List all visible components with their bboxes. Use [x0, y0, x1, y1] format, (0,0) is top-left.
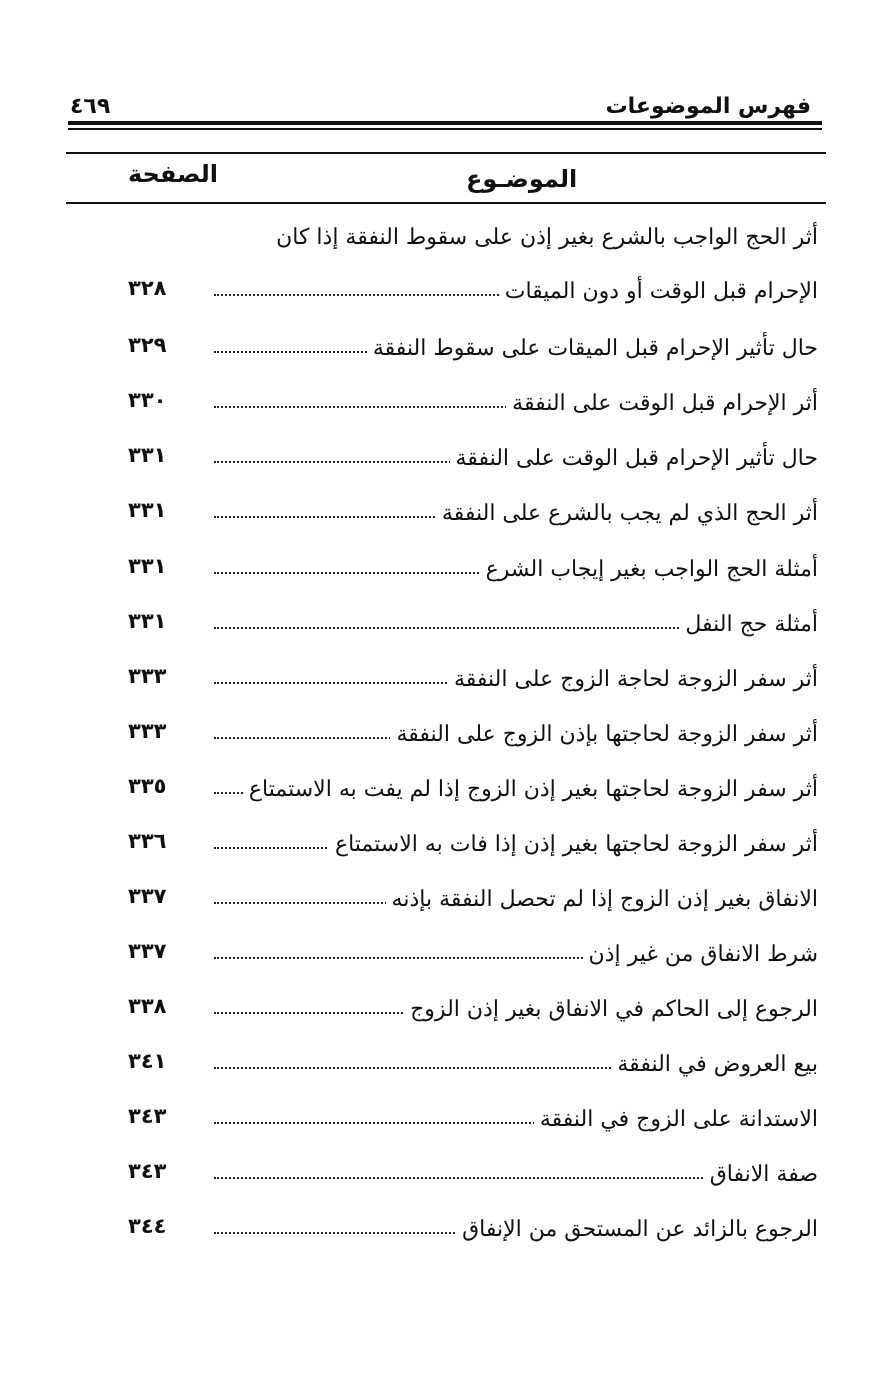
- toc-entry: [128, 1096, 818, 1136]
- toc-entry-title: الإحرام قبل الوقت أو دون الميقات: [499, 279, 818, 304]
- toc-entry: [128, 1206, 818, 1246]
- toc-entry-title: أثر سفر الزوجة لحاجة الزوج على النفقة: [448, 667, 818, 692]
- toc-entry-title: أمثلة الحج الواجب بغير إيجاب الشرع: [480, 557, 818, 582]
- toc-entry: [128, 656, 818, 696]
- toc-entry-page: ٣٣٨: [128, 994, 167, 1018]
- toc-entry: [128, 601, 818, 641]
- toc-entry: [128, 821, 818, 861]
- toc-entry-title: الانفاق بغير إذن الزوج إذا لم تحصل النفقة بإذنه: [386, 887, 818, 912]
- toc-entry: [128, 325, 818, 365]
- toc-entry-page: ٣٣١: [128, 554, 167, 578]
- toc-entry-page: ٣٣٠: [128, 388, 167, 412]
- toc-entry: [128, 876, 818, 916]
- toc-entry-title: أثر سفر الزوجة لحاجتها بغير إذن إذا فات به الاستمتاع: [329, 832, 818, 857]
- running-title: فهرس الموضوعات: [605, 94, 811, 119]
- toc-entry-title: أمثلة حج النفل: [679, 612, 818, 637]
- toc-entry-title: أثر سفر الزوجة لحاجتها بإذن الزوج على النفقة: [390, 722, 818, 747]
- toc-entry-title: أثر الإحرام قبل الوقت على النفقة: [506, 391, 818, 416]
- toc-entry-page: ٣٣٥: [128, 774, 167, 798]
- page-number: ٤٦٩: [70, 94, 111, 119]
- toc-entry-title: الرجوع بالزائد عن المستحق من الإنفاق: [456, 1217, 818, 1242]
- toc-entry: [128, 380, 818, 420]
- toc-entry: [128, 986, 818, 1026]
- toc-entry: [128, 435, 818, 475]
- toc-entry-title: شرط الانفاق من غير إذن: [583, 942, 818, 967]
- toc-entry-page: ٣٢٩: [128, 333, 167, 357]
- column-header-topic: الموضـوع: [466, 165, 578, 193]
- toc-entry: [128, 931, 818, 971]
- toc-entry-page: ٣٣١: [128, 609, 167, 633]
- toc-entry-title: الرجوع إلى الحاكم في الانفاق بغير إذن الزوج: [404, 997, 818, 1022]
- toc-entry: [128, 546, 818, 586]
- toc-entry-title: أثر الحج الواجب بالشرع بغير إذن على سقوط النفقة إذا كان: [270, 225, 818, 250]
- toc-entry-page: ٣٢٨: [128, 276, 167, 300]
- toc-entry-title: أثر سفر الزوجة لحاجتها بغير إذن الزوج إذا لم يفت به الاستمتاع: [243, 777, 818, 802]
- toc-entry: [128, 711, 818, 751]
- toc-entry: [128, 268, 818, 308]
- toc-entry: [128, 766, 818, 806]
- toc-entry-page: ٣٤٣: [128, 1104, 167, 1128]
- toc-entry-page: ٣٣٦: [128, 829, 167, 853]
- toc-entry-page: ٣٣٣: [128, 664, 167, 688]
- toc-entry-title: بيع العروض في النفقة: [611, 1052, 818, 1077]
- toc-entry-page: ٣٣١: [128, 443, 167, 467]
- toc-entry-title: الاستدانة على الزوج في النفقة: [534, 1107, 818, 1132]
- toc-entry-title: صفة الانفاق: [704, 1162, 818, 1187]
- toc-entry-title: أثر الحج الذي لم يجب بالشرع على النفقة: [436, 501, 818, 526]
- toc-entry-page: ٣٣٧: [128, 884, 167, 908]
- toc-entry: [128, 1151, 818, 1191]
- toc-entry-page: ٣٣٣: [128, 719, 167, 743]
- toc-entry: [128, 490, 818, 530]
- toc-entry: [128, 1041, 818, 1081]
- column-header-page: الصفحة: [128, 160, 219, 188]
- toc-entry-title: حال تأثير الإحرام قبل الميقات على سقوط النفقة: [367, 336, 818, 361]
- toc-entry-page: ٣٤٤: [128, 1214, 167, 1238]
- toc-entry-page: ٣٣١: [128, 498, 167, 522]
- toc-entry-page: ٣٣٧: [128, 939, 167, 963]
- toc-entry-page: ٣٤١: [128, 1049, 167, 1073]
- toc-entry-page: ٣٤٣: [128, 1159, 167, 1183]
- toc-entry: [128, 214, 818, 254]
- toc-entry-title: حال تأثير الإحرام قبل الوقت على النفقة: [450, 446, 818, 471]
